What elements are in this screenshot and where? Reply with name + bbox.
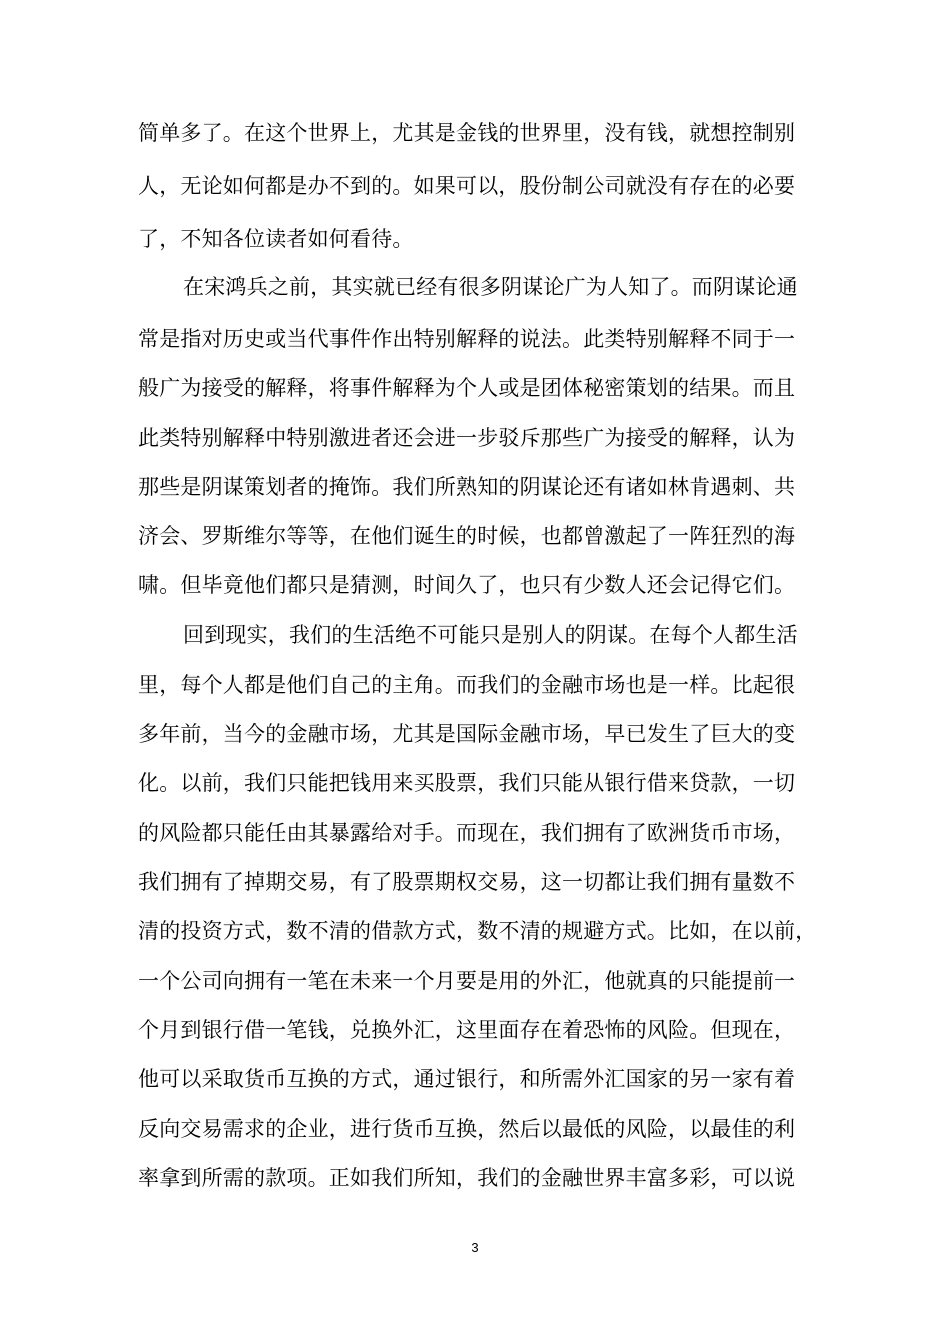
text-line: 了，不知各位读者如何看待。 (138, 227, 414, 251)
text-line: 那些是阴谋策划者的掩饰。我们所熟知的阴谋论还有诸如林肯遇刺、共 (138, 475, 796, 499)
paragraph-first-line: 在宋鸿兵之前，其实就已经有很多阴谋论广为人知了。而阴谋论通 (183, 275, 798, 299)
text-line: 我们拥有了掉期交易，有了股票期权交易，这一切都让我们拥有量数不 (138, 870, 796, 894)
text-line: 率拿到所需的款项。正如我们所知，我们的金融世界丰富多彩，可以说 (138, 1166, 796, 1190)
text-line: 里，每个人都是他们自己的主角。而我们的金融市场也是一样。比起很 (138, 673, 796, 697)
text-line: 多年前，当今的金融市场，尤其是国际金融市场，早已发生了巨大的变 (138, 722, 796, 746)
page-number: 3 (471, 1240, 479, 1255)
text-line: 一个公司向拥有一笔在未来一个月要是用的外汇，他就真的只能提前一 (138, 969, 796, 993)
text-line: 个月到银行借一笔钱，兑换外汇，这里面存在着恐怖的风险。但现在， (138, 1018, 796, 1042)
text-line: 常是指对历史或当代事件作出特别解释的说法。此类特别解释不同于一 (138, 327, 796, 351)
text-line: 简单多了。在这个世界上，尤其是金钱的世界里，没有钱，就想控制别 (138, 121, 796, 145)
text-line: 人，无论如何都是办不到的。如果可以，股份制公司就没有存在的必要 (138, 174, 796, 198)
text-line: 反向交易需求的企业，进行货币互换，然后以最低的风险，以最佳的利 (138, 1117, 796, 1141)
text-line: 的风险都只能任由其暴露给对手。而现在，我们拥有了欧洲货币市场， (138, 821, 796, 845)
text-line: 般广为接受的解释，将事件解释为个人或是团体秘密策划的结果。而且 (138, 376, 796, 400)
text-line: 清的投资方式，数不清的借款方式，数不清的规避方式。比如，在以前， (138, 919, 817, 943)
paragraph-first-line: 回到现实，我们的生活绝不可能只是别人的阴谋。在每个人都生活 (183, 623, 798, 647)
text-line: 啸。但毕竟他们都只是猜测，时间久了，也只有少数人还会记得它们。 (138, 573, 796, 597)
text-line: 济会、罗斯维尔等等，在他们诞生的时候，也都曾激起了一阵狂烈的海 (138, 524, 796, 548)
text-line: 他可以采取货币互换的方式，通过银行，和所需外汇国家的另一家有着 (138, 1067, 796, 1091)
text-line: 化。以前，我们只能把钱用来买股票，我们只能从银行借来贷款，一切 (138, 771, 796, 795)
text-line: 此类特别解释中特别激进者还会进一步驳斥那些广为接受的解释，认为 (138, 426, 796, 450)
